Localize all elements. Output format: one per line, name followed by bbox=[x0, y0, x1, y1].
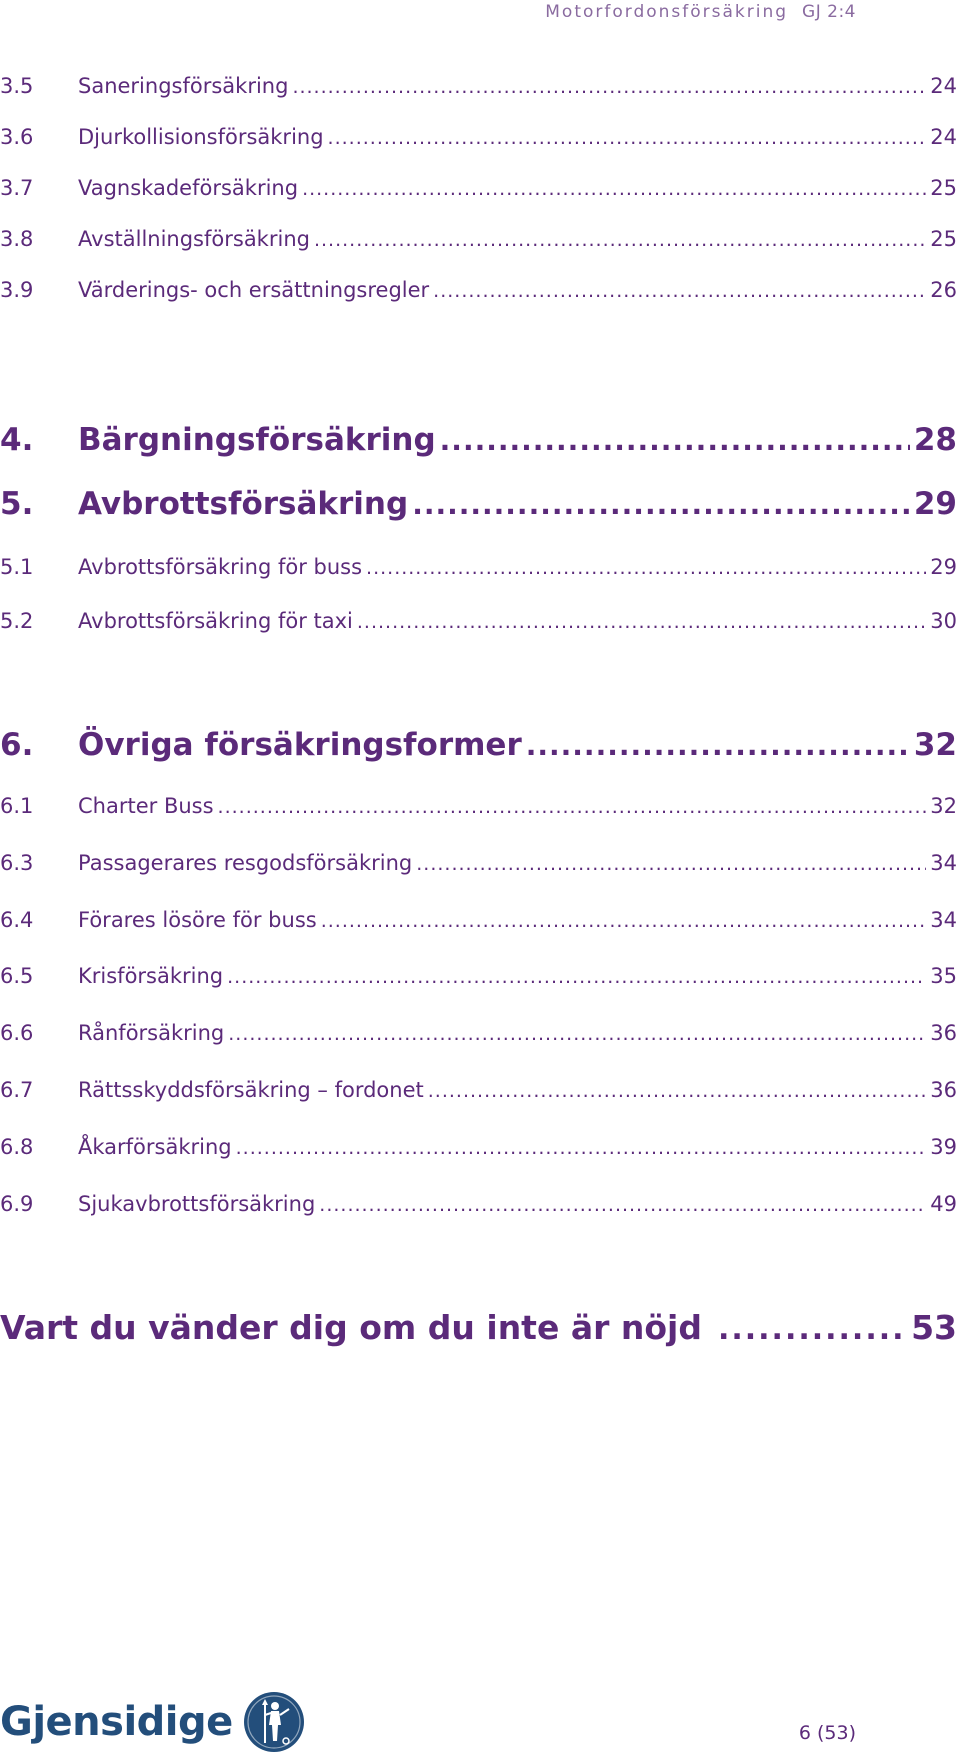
toc-leader bbox=[357, 605, 926, 638]
toc-number: 5.1 bbox=[0, 555, 34, 579]
toc-number: 3.7 bbox=[0, 176, 34, 200]
toc-leader bbox=[218, 790, 927, 823]
toc-title: Förares lösöre för buss bbox=[78, 908, 317, 932]
toc-entry-4[interactable] bbox=[0, 417, 957, 463]
toc-number: 6. bbox=[0, 727, 34, 763]
toc-leader bbox=[412, 482, 910, 527]
toc-entry-3-8[interactable] bbox=[0, 222, 957, 256]
toc-number: 6.1 bbox=[0, 794, 34, 818]
toc-leader bbox=[227, 960, 926, 993]
toc-title: Rånförsäkring bbox=[78, 1021, 225, 1045]
toc-title: Vart du vänder dig om du inte är nöjd bbox=[0, 1308, 702, 1347]
toc-page: 34 bbox=[930, 851, 957, 875]
toc-leader bbox=[718, 1305, 907, 1353]
toc-number: 5.2 bbox=[0, 609, 34, 633]
toc-page: 24 bbox=[930, 74, 957, 98]
toc-page: 29 bbox=[930, 555, 957, 579]
toc-page: 49 bbox=[930, 1192, 957, 1216]
toc-title: Sjukavbrottsförsäkring bbox=[78, 1192, 316, 1216]
toc-leader bbox=[433, 274, 926, 307]
toc-number: 6.5 bbox=[0, 964, 34, 988]
toc-entry-6-5[interactable] bbox=[0, 959, 957, 993]
toc-entry-3-7[interactable] bbox=[0, 171, 957, 205]
toc-page: 29 bbox=[913, 486, 957, 522]
toc-number: 3.6 bbox=[0, 125, 34, 149]
toc-leader bbox=[319, 1188, 926, 1221]
toc-leader bbox=[292, 70, 926, 103]
document-title: Motorfordonsförsäkring bbox=[545, 2, 789, 22]
toc-number: 5. bbox=[0, 486, 34, 522]
gjensidige-logo bbox=[0, 1690, 305, 1754]
toc-leader bbox=[526, 723, 910, 768]
toc-page: 26 bbox=[930, 278, 957, 302]
toc-page: 39 bbox=[930, 1135, 957, 1159]
toc-page: 53 bbox=[911, 1308, 957, 1347]
toc-page: 36 bbox=[930, 1021, 957, 1045]
toc-number: 6.6 bbox=[0, 1021, 34, 1045]
toc-entry-5[interactable] bbox=[0, 481, 957, 527]
toc-title: Vagnskadeförsäkring bbox=[78, 176, 299, 200]
toc-number: 3.9 bbox=[0, 278, 34, 302]
toc-entry-6-6[interactable] bbox=[0, 1016, 957, 1050]
toc-title: Åkarförsäkring bbox=[78, 1135, 232, 1159]
toc-page: 36 bbox=[930, 1078, 957, 1102]
toc-title: Värderings- och ersättningsregler bbox=[78, 278, 430, 302]
toc-title: Rättsskyddsförsäkring – fordonet bbox=[78, 1078, 424, 1102]
toc-number: 4. bbox=[0, 422, 34, 458]
toc-number: 3.5 bbox=[0, 74, 34, 98]
toc-entry-6-4[interactable] bbox=[0, 903, 957, 937]
toc-number: 3.8 bbox=[0, 227, 34, 251]
document-code: GJ 2:4 bbox=[802, 2, 856, 22]
toc-page: 34 bbox=[930, 908, 957, 932]
toc-title: Avbrottsförsäkring för buss bbox=[78, 555, 363, 579]
toc-title: Djurkollisionsförsäkring bbox=[78, 125, 324, 149]
running-header bbox=[545, 0, 856, 24]
toc-title: Charter Buss bbox=[78, 794, 214, 818]
toc-title: Passagerares resgodsförsäkring bbox=[78, 851, 413, 875]
toc-page: 32 bbox=[930, 794, 957, 818]
toc-number: 6.9 bbox=[0, 1192, 34, 1216]
toc-entry-6-3[interactable] bbox=[0, 846, 957, 880]
toc-page: 25 bbox=[930, 176, 957, 200]
toc-page: 30 bbox=[930, 609, 957, 633]
toc-page: 35 bbox=[930, 964, 957, 988]
toc-page: 25 bbox=[930, 227, 957, 251]
toc-page: 28 bbox=[913, 422, 957, 458]
toc-leader bbox=[314, 223, 926, 256]
toc-page: 24 bbox=[930, 125, 957, 149]
toc-title: Avbrottsförsäkring för taxi bbox=[78, 609, 353, 633]
toc-number: 6.8 bbox=[0, 1135, 34, 1159]
toc-entry-3-9[interactable] bbox=[0, 273, 957, 307]
toc-entry-3-5[interactable] bbox=[0, 69, 957, 103]
toc-leader bbox=[236, 1131, 927, 1164]
toc-entry-5-2[interactable] bbox=[0, 604, 957, 638]
toc-title: Krisförsäkring bbox=[78, 964, 224, 988]
toc-leader bbox=[302, 172, 926, 205]
toc-title: Avställningsförsäkring bbox=[78, 227, 310, 251]
toc-number: 6.7 bbox=[0, 1078, 34, 1102]
toc-title: Bärgningsförsäkring bbox=[78, 422, 436, 458]
toc-leader bbox=[328, 121, 927, 154]
toc-leader bbox=[366, 551, 926, 584]
toc-entry-5-1[interactable] bbox=[0, 550, 957, 584]
toc-entry-3-6[interactable] bbox=[0, 120, 957, 154]
toc-entry-6-7[interactable] bbox=[0, 1073, 957, 1107]
toc-number: 6.4 bbox=[0, 908, 34, 932]
logo-wordmark: Gjensidige bbox=[0, 1699, 233, 1745]
toc-leader bbox=[428, 1074, 927, 1107]
page-number: 6 (53) bbox=[798, 1722, 856, 1744]
toc-title: Övriga försäkringsformer bbox=[78, 727, 522, 763]
toc-title: Saneringsförsäkring bbox=[78, 74, 289, 98]
seal-icon bbox=[243, 1691, 305, 1753]
toc-title: Avbrottsförsäkring bbox=[78, 486, 409, 522]
toc-entry-6-8[interactable] bbox=[0, 1130, 957, 1164]
toc-page: 32 bbox=[913, 727, 957, 763]
toc-leader bbox=[440, 418, 910, 463]
toc-leader bbox=[416, 847, 926, 880]
toc-entry-complaints[interactable] bbox=[0, 1303, 957, 1353]
toc-entry-6-9[interactable] bbox=[0, 1187, 957, 1221]
toc-entry-6-1[interactable] bbox=[0, 789, 957, 823]
toc-leader bbox=[228, 1017, 926, 1050]
toc-leader bbox=[321, 904, 927, 937]
toc-number: 6.3 bbox=[0, 851, 34, 875]
toc-entry-6[interactable] bbox=[0, 722, 957, 768]
